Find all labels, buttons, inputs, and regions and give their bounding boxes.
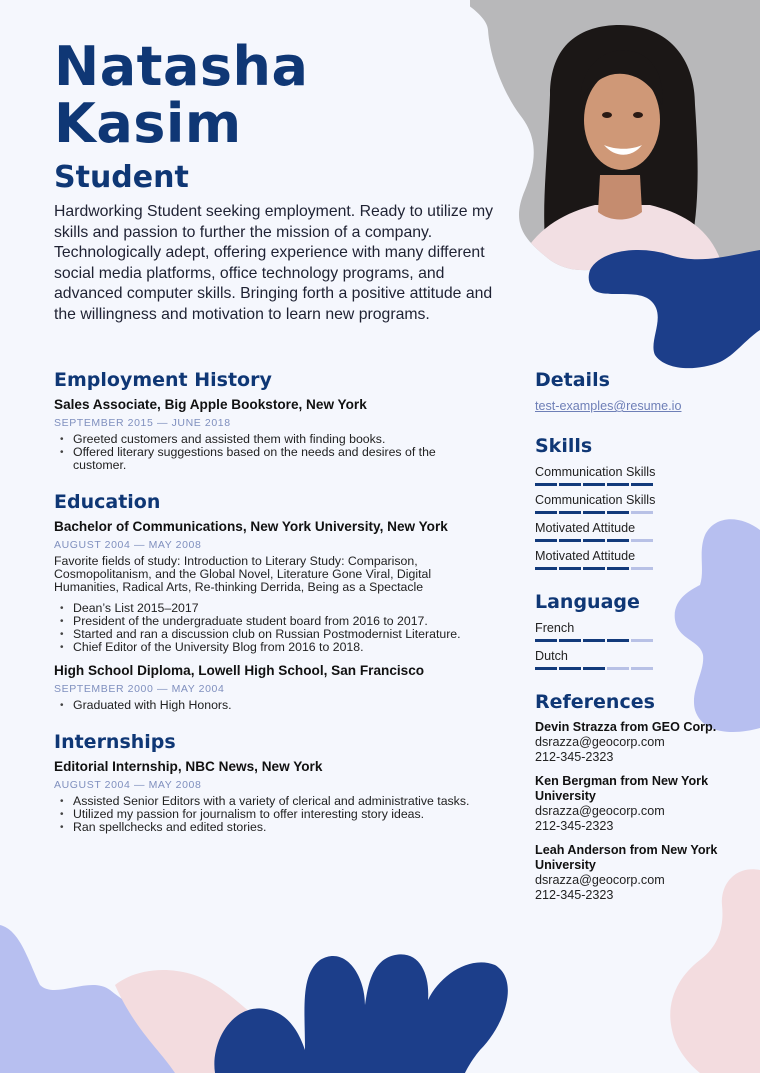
skills-heading: Skills — [535, 435, 593, 457]
education-entry — [54, 662, 474, 712]
bullet-item: • Chief Editor of the University Blog from 2016 to 2018. — [54, 641, 474, 654]
reference-item — [535, 774, 740, 834]
bullet-item: • Started and ran a discussion club on Russian Postmodernist Literature. — [54, 628, 474, 641]
level-segment — [535, 667, 557, 670]
level-segment — [535, 483, 557, 486]
education-section — [54, 490, 474, 712]
reference-name: Ken Bergman from New York University — [535, 774, 709, 803]
level-segment — [559, 639, 581, 642]
skills-section — [535, 434, 740, 570]
bullet-item: • Ran spellchecks and edited stories. — [54, 821, 474, 834]
skill-item — [535, 548, 740, 570]
level-segment — [631, 567, 653, 570]
level-segment — [631, 511, 653, 514]
internship-bullets — [54, 795, 474, 834]
reference-name: Leah Anderson from New York University — [535, 843, 718, 872]
level-segment — [535, 539, 557, 542]
candidate-name — [54, 35, 309, 155]
level-segment — [559, 539, 581, 542]
education-entry — [54, 518, 474, 654]
email-link[interactable]: test-examples@resume.io — [535, 399, 682, 413]
employment-dates: SEPTEMBER 2015 — JUNE 2018 — [54, 417, 231, 429]
skill-item — [535, 492, 740, 514]
references-heading: References — [535, 691, 655, 713]
reference-item — [535, 843, 740, 903]
language-level-bar — [535, 667, 740, 670]
reference-item — [535, 720, 740, 765]
internships-section — [54, 730, 474, 834]
education-dates: SEPTEMBER 2000 — MAY 2004 — [54, 683, 225, 695]
internships-heading: Internships — [54, 731, 176, 753]
bullet-item: • Graduated with High Honors. — [54, 699, 474, 712]
level-segment — [631, 539, 653, 542]
level-segment — [583, 667, 605, 670]
language-name: French — [535, 621, 575, 635]
level-segment — [607, 567, 629, 570]
reference-phone: 212-345-2323 — [535, 750, 614, 764]
level-segment — [607, 639, 629, 642]
skill-level-bar — [535, 567, 740, 570]
reference-name: Devin Strazza from GEO Corp. — [535, 720, 717, 734]
level-segment — [583, 539, 605, 542]
education-description: Favorite fields of study: Introduction to Literary Study: Comparison, Cosmopolitanism, and the Global Novel, Literature Gone Viral, Digital Humanities, Radical Arts, Re-thinking Derrida, Being as a Spectacle — [54, 554, 432, 594]
level-segment — [607, 483, 629, 486]
bullet-item: • Dean’s List 2015–2017 — [54, 602, 474, 615]
language-level-bar — [535, 639, 740, 642]
education-bullets — [54, 699, 474, 712]
bullet-item: • Assisted Senior Editors with a variety of clerical and administrative tasks. — [54, 795, 474, 808]
skill-level-bar — [535, 511, 740, 514]
employment-section — [54, 368, 474, 472]
education-title: Bachelor of Communications, New York University, New York — [54, 519, 448, 534]
profile-summary: Hardworking Student seeking employment. Ready to utilize my skills and passion to further the mission of a company. Technologically adept, offering experience with many different social media platforms, office technology programs, and advanced computer skills. Bringing forth a positive attitude and the willingness and motivation to learn new programs. — [54, 203, 494, 323]
employment-title: Sales Associate, Big Apple Bookstore, New York — [54, 397, 367, 412]
reference-phone: 212-345-2323 — [535, 819, 614, 833]
employment-heading: Employment History — [54, 369, 272, 391]
employment-bullets — [54, 433, 474, 472]
level-segment — [535, 511, 557, 514]
level-segment — [631, 639, 653, 642]
last-name: Kasim — [54, 92, 242, 155]
level-segment — [535, 639, 557, 642]
education-dates: AUGUST 2004 — MAY 2008 — [54, 539, 202, 551]
reference-email: dsrazza@geocorp.com — [535, 735, 665, 749]
level-segment — [631, 483, 653, 486]
level-segment — [583, 639, 605, 642]
skill-item — [535, 520, 740, 542]
language-item — [535, 648, 740, 670]
level-segment — [559, 511, 581, 514]
skill-name: Motivated Attitude — [535, 521, 636, 535]
language-item — [535, 620, 740, 642]
references-section — [535, 690, 740, 903]
skill-name: Motivated Attitude — [535, 549, 636, 563]
sidebar-column — [535, 368, 740, 903]
internship-dates: AUGUST 2004 — MAY 2008 — [54, 779, 202, 791]
skill-item — [535, 464, 740, 486]
education-bullets — [54, 602, 474, 654]
details-heading: Details — [535, 369, 610, 391]
skill-level-bar — [535, 539, 740, 542]
skill-name: Communication Skills — [535, 465, 656, 479]
details-section — [535, 368, 740, 414]
level-segment — [535, 567, 557, 570]
language-heading: Language — [535, 591, 640, 613]
main-column — [54, 368, 474, 834]
education-heading: Education — [54, 491, 161, 513]
first-name: Natasha — [54, 35, 309, 98]
level-segment — [583, 567, 605, 570]
language-section — [535, 590, 740, 670]
skill-level-bar — [535, 483, 740, 486]
level-segment — [607, 511, 629, 514]
level-segment — [583, 483, 605, 486]
level-segment — [607, 539, 629, 542]
reference-email: dsrazza@geocorp.com — [535, 804, 665, 818]
level-segment — [631, 667, 653, 670]
internship-entry — [54, 758, 474, 834]
level-segment — [583, 511, 605, 514]
bullet-item: • Utilized my passion for journalism to offer interesting story ideas. — [54, 808, 474, 821]
language-name: Dutch — [535, 649, 568, 663]
internship-title: Editorial Internship, NBC News, New York — [54, 759, 323, 774]
education-title: High School Diploma, Lowell High School, San Francisco — [54, 663, 425, 678]
level-segment — [559, 567, 581, 570]
employment-entry — [54, 396, 474, 472]
level-segment — [559, 667, 581, 670]
level-segment — [559, 483, 581, 486]
bullet-item: • President of the undergraduate student board from 2016 to 2017. — [54, 615, 474, 628]
job-title-heading: Student — [54, 160, 189, 195]
reference-phone: 212-345-2323 — [535, 888, 614, 902]
level-segment — [607, 667, 629, 670]
skill-name: Communication Skills — [535, 493, 656, 507]
bullet-item: • Offered literary suggestions based on the needs and desires of the customer. — [54, 446, 474, 472]
bullet-item: • Greeted customers and assisted them with finding books. — [54, 433, 474, 446]
reference-email: dsrazza@geocorp.com — [535, 873, 665, 887]
